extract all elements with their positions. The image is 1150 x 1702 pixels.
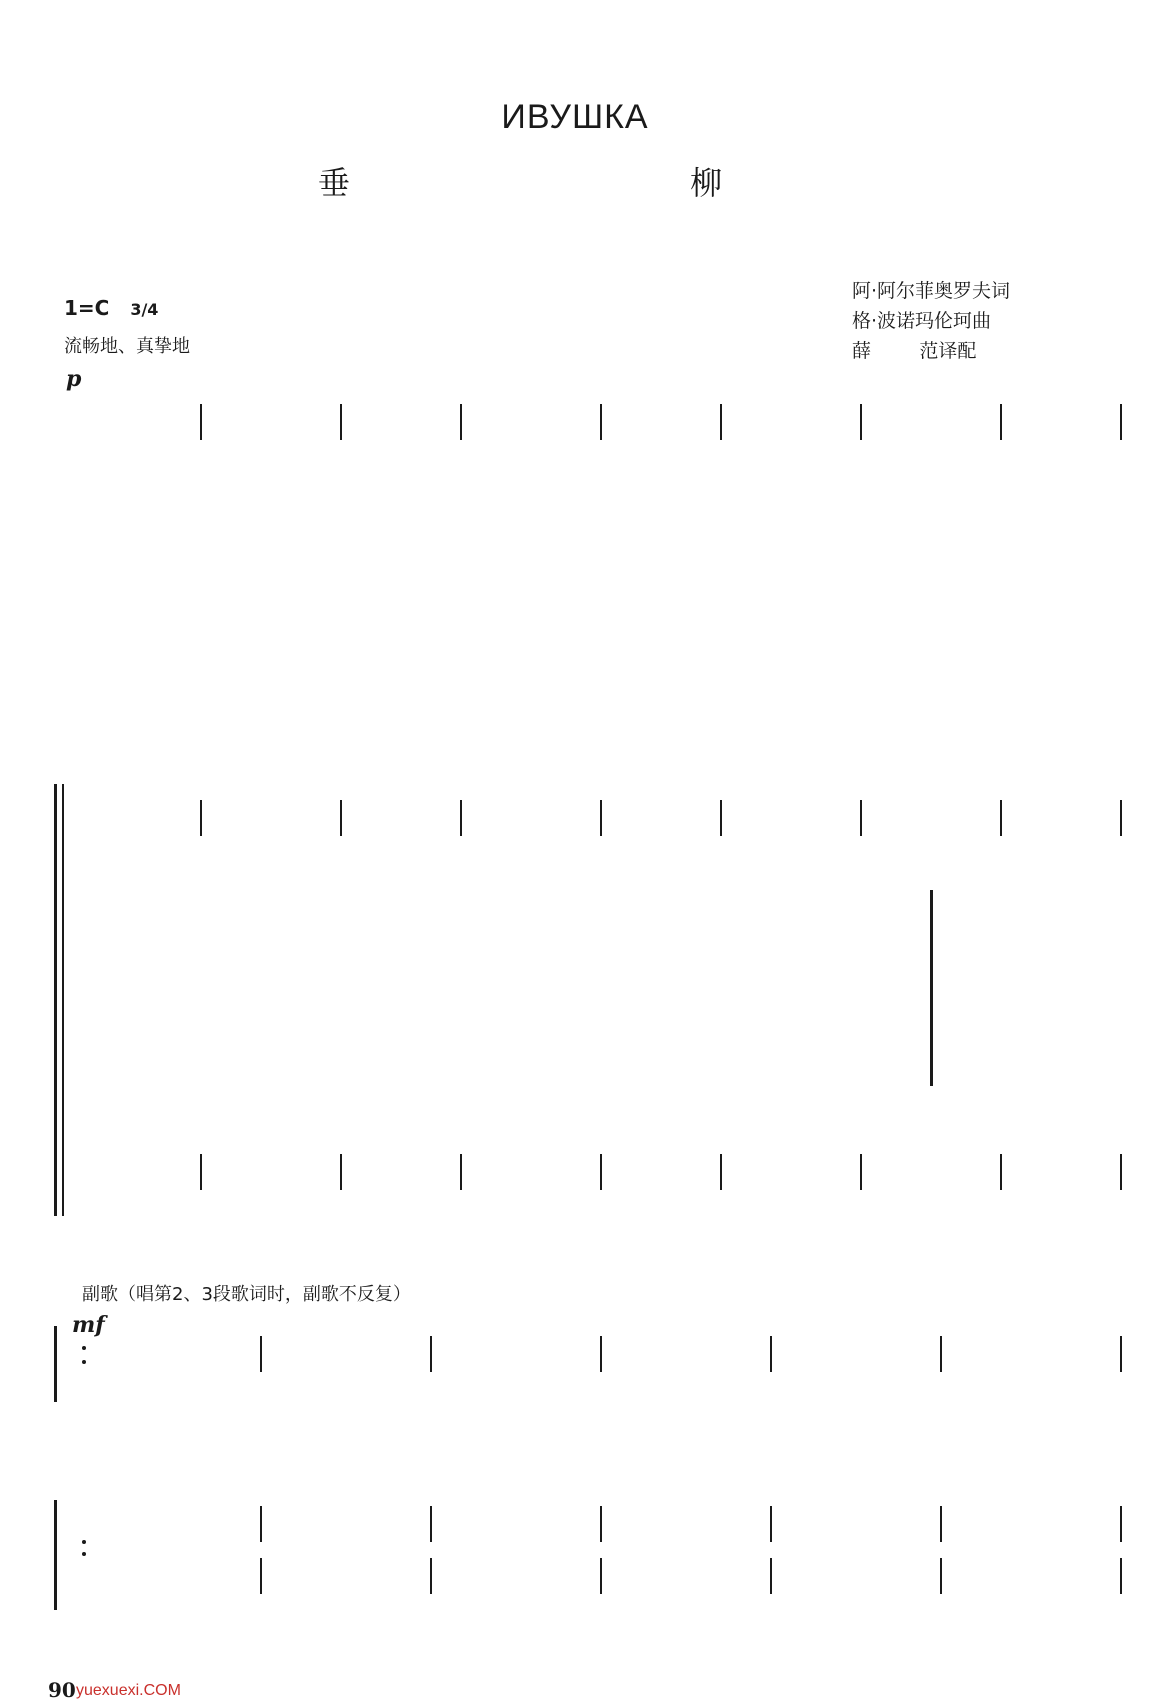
barline — [460, 800, 462, 836]
barline — [600, 1506, 602, 1542]
barline — [720, 800, 722, 836]
dynamic-piano: p — [66, 366, 82, 392]
barline — [260, 1336, 262, 1372]
barline — [430, 1336, 432, 1372]
credits — [852, 276, 1010, 366]
barline — [1120, 1154, 1122, 1190]
barline — [200, 1154, 202, 1190]
barline — [860, 800, 862, 836]
tempo-marking: 流畅地、真挚地 — [64, 336, 190, 357]
barline — [1120, 1336, 1122, 1372]
barline — [600, 800, 602, 836]
barline — [340, 404, 342, 440]
barline — [200, 800, 202, 836]
dynamic-mezzo-forte: mf — [72, 1312, 105, 1338]
repeat-dot — [82, 1540, 86, 1544]
barline — [940, 1336, 942, 1372]
barline — [1000, 800, 1002, 836]
barline — [940, 1558, 942, 1594]
barline — [340, 1154, 342, 1190]
page-number: 90 — [48, 1678, 76, 1702]
barline — [860, 404, 862, 440]
barline — [600, 404, 602, 440]
watermark: yuexuexi.COM — [76, 1682, 181, 1699]
barline — [770, 1336, 772, 1372]
barline — [460, 1154, 462, 1190]
key-signature — [64, 296, 158, 320]
barline — [430, 1506, 432, 1542]
barline — [200, 404, 202, 440]
chorus-heading: 副歌（唱第2、3段歌词时，副歌不反复） — [82, 1284, 411, 1305]
barline — [260, 1558, 262, 1594]
barline — [1120, 1558, 1122, 1594]
barline — [600, 1558, 602, 1594]
barline — [600, 1154, 602, 1190]
translator-credit: 薛 范译配 — [852, 340, 977, 362]
barline — [1120, 800, 1122, 836]
barline — [1000, 404, 1002, 440]
repeat-dot — [82, 1360, 86, 1364]
system-bracket — [54, 1326, 57, 1402]
barline — [460, 404, 462, 440]
repeat-brace — [930, 890, 933, 1086]
barline — [860, 1154, 862, 1190]
barline — [940, 1506, 942, 1542]
barline — [600, 1336, 602, 1372]
system-bracket — [54, 1500, 57, 1610]
barline — [720, 1154, 722, 1190]
composer-credit: 格·波诺玛伦珂曲 — [852, 310, 992, 332]
barline — [260, 1506, 262, 1542]
barline — [62, 784, 64, 1216]
barline — [1120, 1506, 1122, 1542]
song-title-chinese: 垂 柳 — [317, 164, 833, 202]
barline — [770, 1506, 772, 1542]
song-title-russian: ИВУШКА — [501, 98, 649, 136]
barline — [1120, 404, 1122, 440]
barline — [770, 1558, 772, 1594]
lyricist-credit: 阿·阿尔菲奥罗夫词 — [852, 280, 1011, 302]
repeat-dot — [82, 1346, 86, 1350]
repeat-dot — [82, 1552, 86, 1556]
barline — [430, 1558, 432, 1594]
system-bracket — [54, 784, 57, 1216]
time-signature: 3/4 — [130, 300, 159, 319]
barline — [340, 800, 342, 836]
barline — [720, 404, 722, 440]
key-text: 1=C — [64, 296, 110, 320]
barline — [1000, 1154, 1002, 1190]
